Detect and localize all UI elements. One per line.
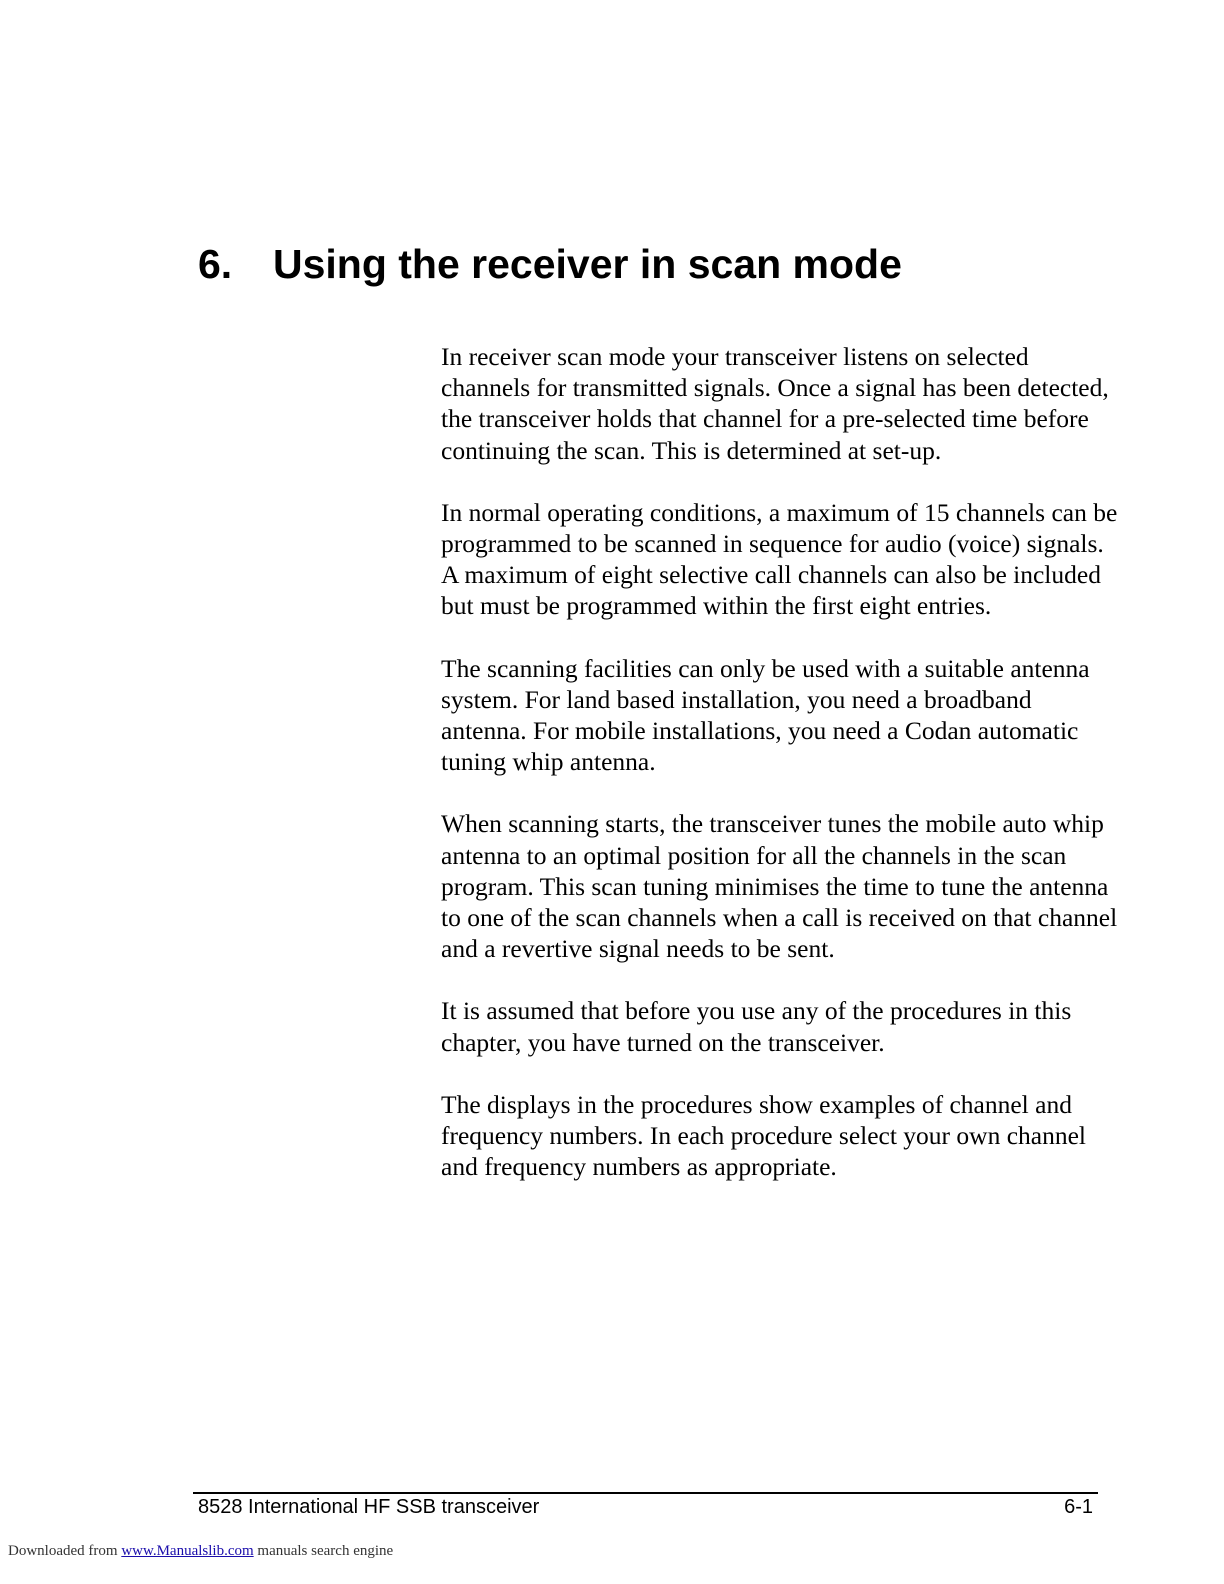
- manualslib-link[interactable]: www.Manualslib.com: [121, 1543, 254, 1559]
- chapter-body: [441, 341, 1121, 1213]
- paragraph: The scanning facilities can only be used with a suitable antenna system. For land based installation, you need a broadband antenna. For mobile installations, you need a Codan automatic tuning whip antenna.: [441, 653, 1090, 777]
- paragraph: When scanning starts, the transceiver tunes the mobile auto whip antenna to an optimal position for all the channels in the scan program. This scan tuning minimises the time to tune the antenna to one of the scan channels when a call is received on that channel and a revertive signal needs to be sent.: [441, 809, 1118, 964]
- paragraph: The displays in the procedures show examples of channel and frequency numbers. In each procedure select your own channel and frequency numbers as appropriate.: [441, 1089, 1087, 1182]
- paragraph: In normal operating conditions, a maximum of 15 channels can be programmed to be scanned in sequence for audio (voice) signals. A maximum of eight selective call channels can also be included but must be programmed within the first eight entries.: [441, 497, 1118, 621]
- download-note-suffix: manuals search engine: [253, 1543, 394, 1559]
- download-note-prefix: Downloaded from: [8, 1543, 122, 1559]
- chapter-heading: [198, 238, 902, 290]
- chapter-number: 6.: [198, 241, 233, 287]
- paragraph: In receiver scan mode your transceiver listens on selected channels for transmitted signals. Once a signal has been detected, the transceiver holds that channel for a pre-selected time before continuing the scan. This is determined at set-up.: [441, 342, 1109, 465]
- chapter-title: Using the receiver in scan mode: [273, 241, 902, 287]
- footer-page-number: 6-1: [1064, 1496, 1093, 1518]
- footer-product-name: 8528 International HF SSB transceiver: [198, 1496, 540, 1518]
- paragraph: It is assumed that before you use any of the procedures in this chapter, you have turned on the transceiver.: [441, 996, 1072, 1057]
- download-note: [8, 1541, 393, 1561]
